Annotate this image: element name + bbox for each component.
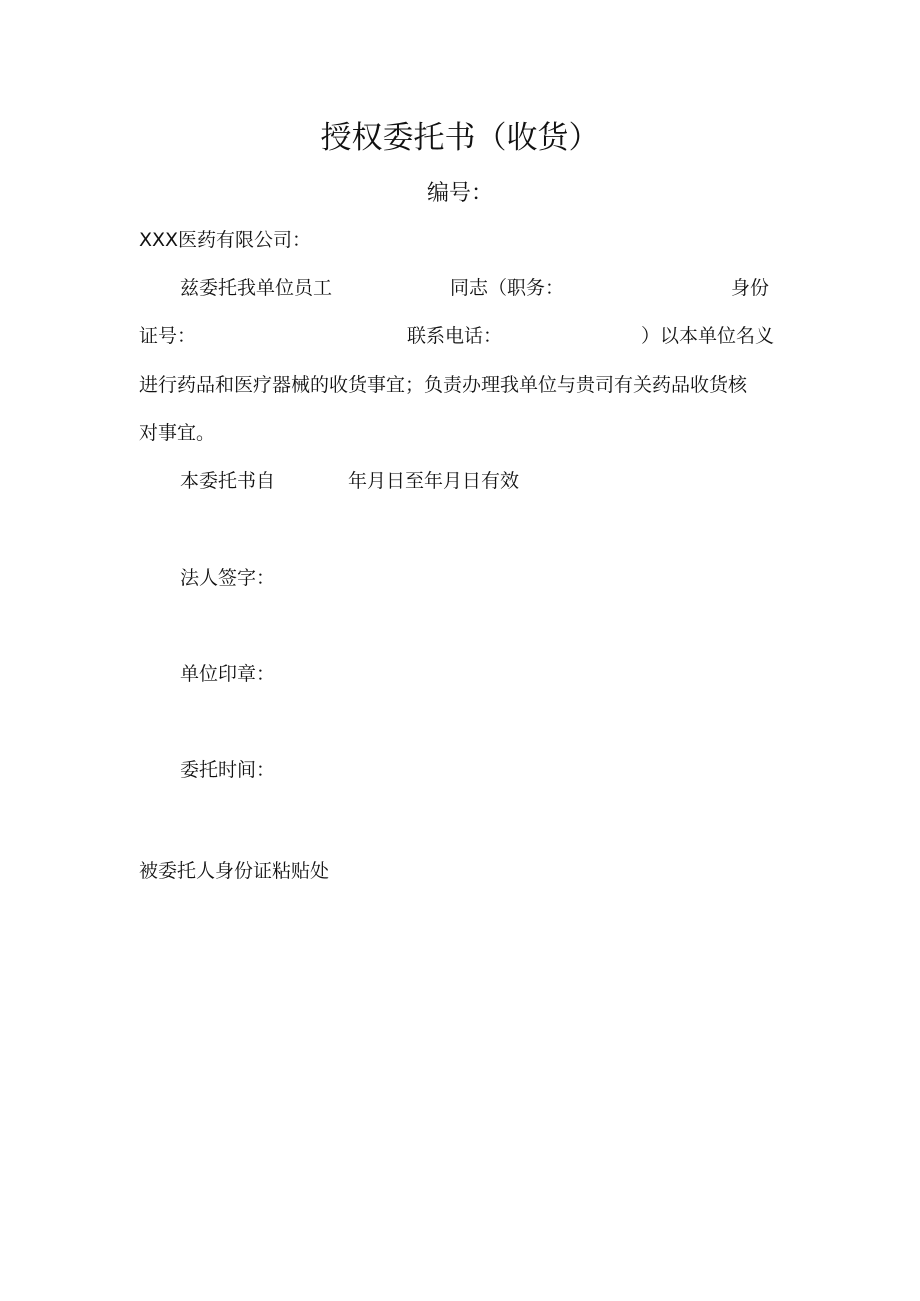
unit-seal-label: 单位印章：: [180, 663, 276, 685]
document-title: 授权委托书（收货）: [320, 120, 600, 156]
legal-signature-label: 法人签字：: [180, 567, 276, 589]
document-number-label: 编号：: [426, 181, 493, 206]
para1-line3: 进行药品和医疗器械的收货事宜；负责办理我单位与贵司有关药品收货核: [139, 374, 748, 396]
addressee: XXX医药有限公司：: [139, 229, 312, 251]
para1-part-d: 证号：: [139, 325, 197, 347]
validity-prefix: 本委托书自: [180, 470, 276, 492]
entrust-time-label: 委托时间：: [180, 759, 276, 781]
id-card-paste-label: 被委托人身份证粘贴处: [139, 860, 330, 882]
para1-part-e: 联系电话：: [407, 325, 503, 347]
para1-part-a: 兹委托我单位员工: [180, 277, 333, 299]
para1-part-b: 同志（职务：: [450, 277, 565, 299]
validity-suffix: 年月日至年月日有效: [348, 470, 520, 492]
para1-line4: 对事宜。: [139, 422, 216, 444]
para1-part-c: 身份: [731, 277, 770, 299]
para1-part-f: ）以本单位名义: [641, 325, 775, 347]
